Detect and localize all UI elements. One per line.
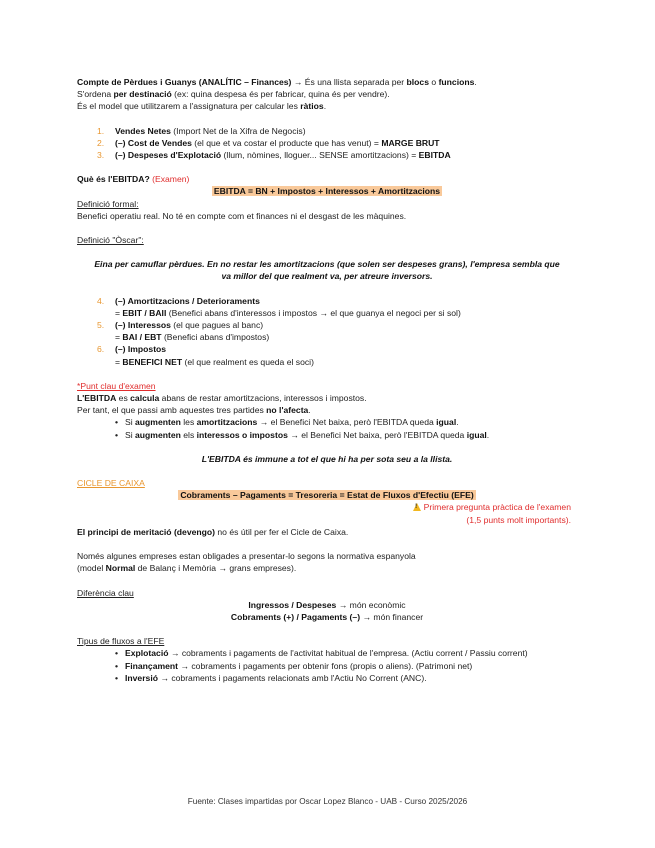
page-footer: Fuente: Clases impartidas por Oscar Lopez Blanco - UAB - Curso 2025/2026 — [187, 797, 468, 806]
document-page — [77, 76, 577, 684]
key-difference-line-1: Ingressos / Despeses → món econòmic — [248, 599, 406, 610]
ebitda-immune-statement: L'EBITDA és immune a tot el que hi ha per sota seu a la llista. — [201, 453, 453, 464]
keypoint-line-2: Per tant, el que passi amb aquestes tres partides no l'afecta. — [77, 405, 311, 416]
list-item: 5. (–) Interessos (el que pagues al banc) — [97, 320, 264, 331]
exam-warning-line-1: !Primera pregunta pràctica de l'examen — [77, 501, 577, 513]
oscar-definition-title: Definició "Òscar": — [77, 235, 144, 246]
list-item: 3. (–) Despeses d'Explotació (llum, nòmines, lloguer... SENSE amortitzacions) = EBITDA — [97, 150, 451, 161]
list-item: 4. (–) Amortitzacions / Deterioraments — [97, 295, 260, 306]
warning-icon — [413, 503, 421, 511]
ebitda-formula: EBITDA = BN + Impostos + Interessos + Amortitzacions — [213, 186, 441, 197]
income-statement-steps-2 — [97, 295, 577, 368]
list-subitem: = BENEFICI NET (el que realment es queda el soci) — [115, 356, 314, 367]
exam-keypoint-title: *Punt clau d'examen — [77, 380, 156, 391]
cash-cycle-formula: Cobraments – Pagaments = Tresoreria = Estat de Fluxos d'Efectiu (EFE) — [180, 490, 474, 501]
intro-line-1: Compte de Pèrdues i Guanys (ANALÍTIC – Finances) → És una llista separada per blocs o funcions. — [77, 77, 477, 87]
list-item: 6. (–) Impostos — [97, 344, 167, 355]
oscar-definition-line-1: Eina per camuflar pèrdues. En no restar les amortitzacions (que solen ser despeses grans), l'empresa sembla que — [94, 259, 560, 270]
list-item: 1. Vendes Netes (Import Net de la Xifra de Negocis) — [97, 125, 306, 136]
income-statement-steps-1 — [97, 125, 577, 162]
intro-line-3: És el model que utilitzarem a l'assignatura per calcular les ràtios. — [77, 101, 327, 112]
flow-types-title: Tipus de fluxos a l'EFE — [77, 636, 165, 647]
formal-definition-text: Benefici operatiu real. No té en compte com et finances ni el desgast de les màquines. — [77, 210, 407, 221]
bullet-item: • Explotació → cobraments i pagaments de l'activitat habitual de l'empresa. (Actiu corrent / Passiu corrent) — [115, 648, 528, 659]
list-subitem: = BAI / EBT (Benefici abans d'impostos) — [115, 332, 270, 343]
keypoint-line-1: L'EBITDA es calcula abans de restar amortitzacions, interessos i impostos. — [77, 393, 367, 404]
formal-definition-title: Definició formal: — [77, 198, 139, 209]
list-item: 2. (–) Cost de Vendes (el que et va costar el producte que has venut) = MARGE BRUT — [97, 137, 440, 148]
ebitda-question: Què és l'EBITDA? (Examen) — [77, 174, 190, 185]
regulation-line-1: Només algunes empreses estan obligades a presentar-lo segons la normativa espanyola — [77, 551, 416, 562]
key-difference-line-2: Cobraments (+) / Pagaments (–) → món financer — [230, 611, 424, 622]
keypoint-bullets — [115, 416, 577, 440]
cash-cycle-title: CICLE DE CAIXA — [77, 478, 145, 489]
exam-warning-line-2: (1,5 punts molt importants). — [466, 514, 571, 525]
list-subitem: = EBIT / BAII (Benefici abans d'interessos i impostos → el que guanya el negoci per si sol) — [115, 307, 461, 318]
bullet-item: • Si augmenten les amortitzacions → el Benefici Net baixa, però l'EBITDA queda igual. — [115, 417, 459, 428]
regulation-line-2: (model Normal de Balanç i Memòria → grans empreses). — [77, 563, 297, 574]
key-difference-title: Diferència clau — [77, 587, 134, 598]
bullet-item: • Si augmenten els interessos o impostos → el Benefici Net baixa, però l'EBITDA queda igual. — [115, 429, 490, 440]
intro-line-2: S'ordena per destinació (ex: quina despesa és per fabricar, quina és per vendre). — [77, 89, 390, 100]
flow-types-list — [115, 647, 577, 684]
oscar-definition-line-2: va millor del que realment va, per atreure inversors. — [221, 271, 433, 282]
accrual-principle: El principi de meritació (devengo) no és útil per fer el Cicle de Caixa. — [77, 526, 349, 537]
bullet-item: • Finançament → cobraments i pagaments per obtenir fons (propis o aliens). (Patrimoni net) — [115, 660, 473, 671]
bullet-item: • Inversió → cobraments i pagaments relacionats amb l'Actiu No Corrent (ANC). — [115, 672, 427, 683]
